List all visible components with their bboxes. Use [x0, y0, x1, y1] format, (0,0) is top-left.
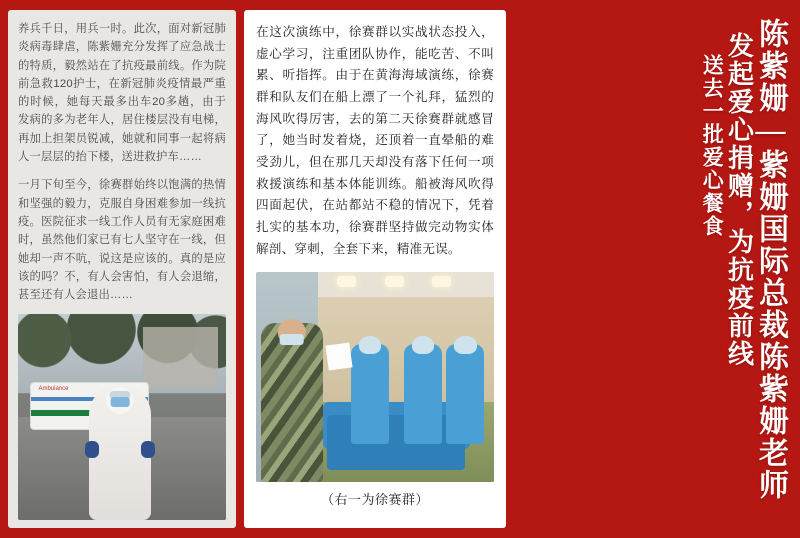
- camouflage-officer: [261, 323, 323, 483]
- face-mask-icon: [111, 397, 130, 408]
- ceiling-lamp-3: [432, 276, 451, 287]
- ambulance-label: Ambulance: [38, 385, 69, 392]
- officer-mask-icon: [279, 334, 304, 345]
- left-article-card: [8, 10, 236, 528]
- headline-line-3: 送去一批爱心餐食: [700, 54, 725, 238]
- mid-article-card: [244, 10, 506, 528]
- photo-caption: （右一为徐赛群）: [320, 492, 429, 508]
- medic-figure-3: [446, 344, 484, 445]
- medic-head-2: [412, 336, 434, 354]
- building-block: [143, 327, 218, 389]
- glove-left: [85, 441, 99, 457]
- ceiling-lamp-2: [385, 276, 404, 287]
- left-paragraph-2: 一月下旬至今，徐赛群始终以饱满的热情和坚强的毅力，克服自身困难参加一线抗疫。医院征求一线工作人员有无家庭困难时，虽然他们家已有七人坚守在一线，但她却一声不吭，说这是应该的。真的是应该的吗？不，有人会害怕，有人会退缩，甚至还有人会退出……: [18, 179, 226, 302]
- headline-line-1: 陈紫姗—紫姗国际总裁陈紫姗老师: [754, 18, 787, 501]
- mid-paragraph: 在这次演练中，徐赛群以实战状态投入，虚心学习，注重团队协作，能吃苦、不叫累、听指挥。由于在黄海海域演练，徐赛群和队友们在船上漂了一个礼拜，猛烈的海风吹得厉害，去的第二天徐赛群就感冒了，她当时发着烧，还顶着一直晕船的难受劲儿，但在那几天却没有落下任何一项救援演练和基本体能训练。船被海风吹得四面起伏，在站都站不稳的情况下，凭着扎实的基本功，徐赛群坚持做完动物实体解剖、穿刺，全套下来，精准无误。: [256, 25, 494, 256]
- medic-figure-1: [351, 344, 389, 445]
- operating-table: [327, 415, 465, 470]
- medic-figure-2: [404, 344, 442, 445]
- medic-head-1: [359, 336, 381, 354]
- glove-right: [141, 441, 155, 457]
- ambulance-medic-photo: [18, 314, 226, 520]
- medic-figure: [89, 384, 151, 520]
- headline-panel: [514, 10, 792, 528]
- left-paragraph-1: 养兵千日，用兵一时。此次，面对新冠肺炎病毒肆虐，陈紫姗充分发挥了应急战士的特质，毅然站在了抗疫最前线。作为院前急救120护士，在新冠肺炎疫情最严重的时候，她每天最多出车20多趟，由于发病的多为老年人，居住楼层没有电梯，再加上担架员锐减，她就和同事一起将病人一层层的抬下楼，送进救护车……: [18, 23, 226, 164]
- ceiling-lamp-1: [337, 276, 356, 287]
- medic-head-3: [454, 336, 476, 354]
- surgery-drill-photo: [256, 272, 494, 482]
- headline-line-2: 发起爱心捐赠，为抗疫前线: [724, 32, 754, 368]
- clipboard-paper: [326, 342, 353, 370]
